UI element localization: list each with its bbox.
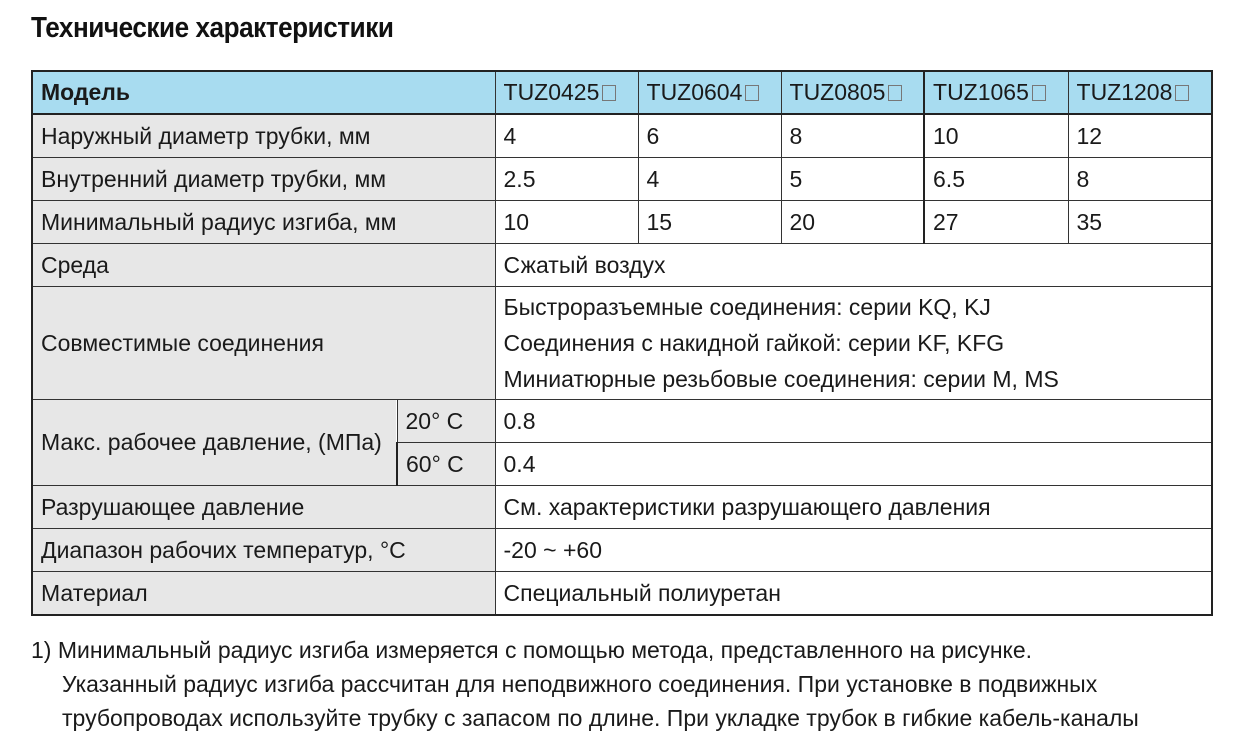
value-cell: 8 [781,114,924,158]
model-name: TUZ0425 [503,79,600,106]
value-cell: 12 [1068,114,1212,158]
value-cell: 0.4 [495,443,1212,486]
model-cell-4 [924,71,1068,114]
value-cell: 5 [781,158,924,201]
model-label-cell: Модель [32,71,495,114]
header-row [32,71,1212,114]
row-label: Внутренний диаметр трубки, мм [32,158,495,201]
value-cell: 20 [781,201,924,244]
footnote-line-2: Указанный радиус изгиба рассчитан для неподвижного соединения. При установке в подвижных [62,671,1098,697]
placeholder-box-icon [1175,85,1189,101]
row-label: Среда [32,244,495,287]
row-inner-diameter [32,158,1212,201]
fitting-line: Соединения с накидной гайкой: серии KF, KFG [503,330,1005,356]
value-cell: 10 [924,114,1068,158]
value-cell: 4 [638,158,781,201]
row-min-bend-radius [32,201,1212,244]
value-cell: 6.5 [924,158,1068,201]
row-outer-diameter [32,114,1212,158]
row-label: Диапазон рабочих температур, °C [32,529,495,572]
row-compatible-fittings [32,287,1212,400]
row-label: Материал [32,572,495,616]
model-name: TUZ0805 [789,79,886,106]
row-label: Совместимые соединения [32,287,495,400]
footnote [31,633,1231,735]
model-cell-1 [495,71,638,114]
model-cell-3 [781,71,924,114]
placeholder-box-icon [602,85,616,101]
model-name: TUZ1065 [933,79,1029,106]
row-burst-pressure [32,486,1212,529]
value-cell: 0.8 [495,400,1212,443]
row-medium [32,244,1212,287]
placeholder-box-icon [1032,85,1046,101]
fitting-line: Миниатюрные резьбовые соединения: серии M, MS [503,366,1059,392]
value-cell: Специальный полиуретан [495,572,1212,616]
value-cell: 10 [495,201,638,244]
model-cell-5 [1068,71,1212,114]
row-max-pressure-20 [32,400,1212,443]
fitting-line: Быстроразъемные соединения: серии KQ, KJ [503,294,991,320]
value-cell: 35 [1068,201,1212,244]
model-cell-2 [638,71,781,114]
page-title: Технические характеристики [31,12,394,44]
specifications-table [31,70,1213,616]
temp-cell: 60° C [397,443,495,486]
row-label: Наружный диаметр трубки, мм [32,114,495,158]
value-cell: Сжатый воздух [495,244,1212,287]
row-label: Макс. рабочее давление, (МПа) [32,400,397,486]
placeholder-box-icon [745,85,759,101]
model-name: TUZ0604 [646,79,743,106]
row-label: Разрушающее давление [32,486,495,529]
row-temp-range [32,529,1212,572]
model-name: TUZ1208 [1076,79,1173,106]
value-cell: 6 [638,114,781,158]
value-cell: См. характеристики разрушающего давления [495,486,1212,529]
value-cell: 8 [1068,158,1212,201]
value-cell: 2.5 [495,158,638,201]
value-cell: 15 [638,201,781,244]
placeholder-box-icon [888,85,902,101]
row-material [32,572,1212,616]
value-cell: -20 ~ +60 [495,529,1212,572]
value-cell: 4 [495,114,638,158]
temp-cell: 20° C [397,400,495,443]
footnote-line-3: трубопроводах используйте трубку с запасом по длине. При укладке трубок в гибкие кабель-каналы [62,705,1139,731]
footnote-line-1: 1) Минимальный радиус изгиба измеряется с помощью метода, представленного на рисунке. [31,637,1033,663]
value-cell: 27 [924,201,1068,244]
row-label: Минимальный радиус изгиба, мм [32,201,495,244]
value-cell [495,287,1212,400]
